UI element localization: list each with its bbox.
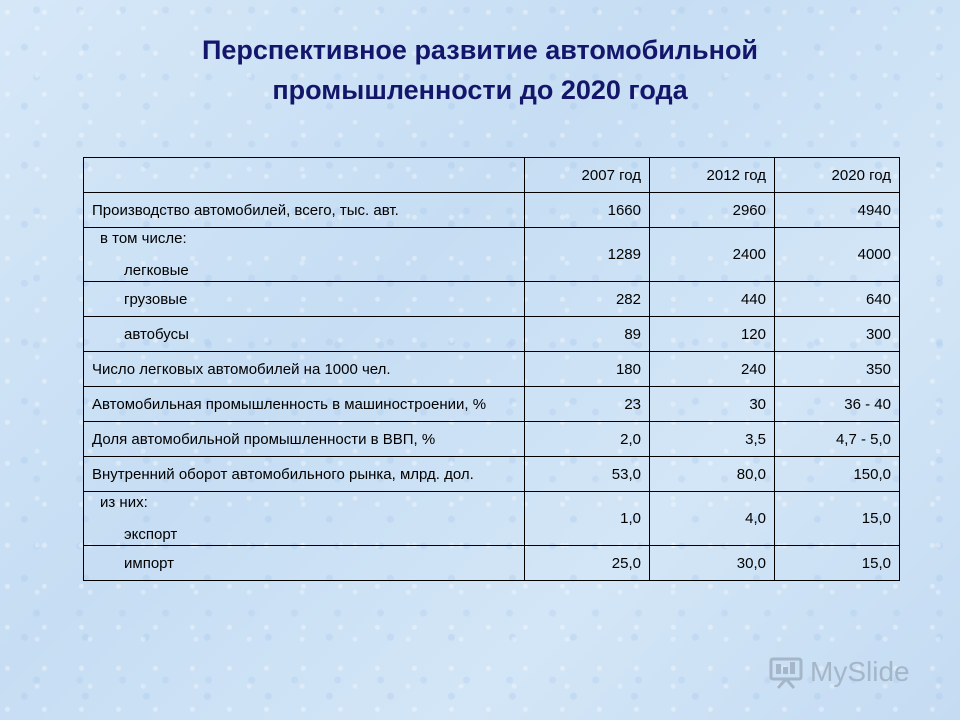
table-row	[84, 193, 900, 228]
cell-2007: 1660	[525, 193, 650, 228]
table-row	[84, 546, 900, 581]
row-label	[84, 282, 525, 317]
table-row	[84, 317, 900, 352]
row-label: Число легковых автомобилей на 1000 чел.	[84, 352, 525, 387]
cell-2012: 3,5	[650, 422, 775, 457]
row-label	[84, 228, 525, 282]
cell-2007: 25,0	[525, 546, 650, 581]
cell-2020: 350	[775, 352, 900, 387]
slide-title-line-1: Перспективное развитие автомобильной	[201, 35, 759, 65]
header-year-2007: 2007 год	[525, 158, 650, 193]
header-year-2020: 2020 год	[775, 158, 900, 193]
row-label	[84, 546, 525, 581]
cell-2020: 15,0	[775, 546, 900, 581]
cell-2007: 89	[525, 317, 650, 352]
cell-2012: 240	[650, 352, 775, 387]
group-label: в том числе:	[100, 229, 187, 247]
forecast-table	[83, 157, 900, 581]
cell-2012: 2960	[650, 193, 775, 228]
cell-2007: 53,0	[525, 457, 650, 492]
cell-2012: 30	[650, 387, 775, 422]
sub-item-label: импорт	[124, 554, 175, 572]
row-label	[84, 492, 525, 546]
row-label: Внутренний оборот автомобильного рынка, млрд. дол.	[84, 457, 525, 492]
cell-2007: 23	[525, 387, 650, 422]
row-label: Доля автомобильной промышленности в ВВП, %	[84, 422, 525, 457]
cell-2007: 2,0	[525, 422, 650, 457]
sub-item-label: экспорт	[124, 525, 178, 543]
slide-title	[0, 30, 960, 110]
cell-2020: 640	[775, 282, 900, 317]
table-row	[84, 352, 900, 387]
cell-2012: 2400	[650, 228, 775, 282]
cell-2020: 150,0	[775, 457, 900, 492]
table-row	[84, 422, 900, 457]
table-row	[84, 282, 900, 317]
watermark-text: MySlide	[810, 656, 910, 687]
table-row	[84, 457, 900, 492]
cell-2012: 440	[650, 282, 775, 317]
cell-2020: 4,7 - 5,0	[775, 422, 900, 457]
row-label: Автомобильная промышленность в машиностроении, %	[84, 387, 525, 422]
cell-2012: 30,0	[650, 546, 775, 581]
cell-2012: 120	[650, 317, 775, 352]
cell-2007: 282	[525, 282, 650, 317]
sub-item-label: легковые	[124, 261, 189, 279]
presentation-board-icon	[768, 655, 804, 689]
sub-item-label: грузовые	[124, 290, 188, 308]
cell-2020: 300	[775, 317, 900, 352]
table-row	[84, 387, 900, 422]
myslide-watermark	[768, 655, 910, 689]
table-row	[84, 228, 900, 282]
cell-2007: 1289	[525, 228, 650, 282]
cell-2020: 15,0	[775, 492, 900, 546]
sub-item-label: автобусы	[124, 325, 189, 343]
group-label: из них:	[100, 493, 148, 511]
cell-2012: 4,0	[650, 492, 775, 546]
table-header-row	[84, 158, 900, 193]
table-row	[84, 492, 900, 546]
cell-2007: 1,0	[525, 492, 650, 546]
cell-2020: 36 - 40	[775, 387, 900, 422]
header-year-2012: 2012 год	[650, 158, 775, 193]
cell-2020: 4940	[775, 193, 900, 228]
row-label	[84, 317, 525, 352]
cell-2020: 4000	[775, 228, 900, 282]
header-empty-cell	[84, 158, 525, 193]
slide-title-line-2: промышленности до 2020 года	[272, 75, 688, 105]
row-label: Производство автомобилей, всего, тыс. авт.	[84, 193, 525, 228]
cell-2007: 180	[525, 352, 650, 387]
cell-2012: 80,0	[650, 457, 775, 492]
